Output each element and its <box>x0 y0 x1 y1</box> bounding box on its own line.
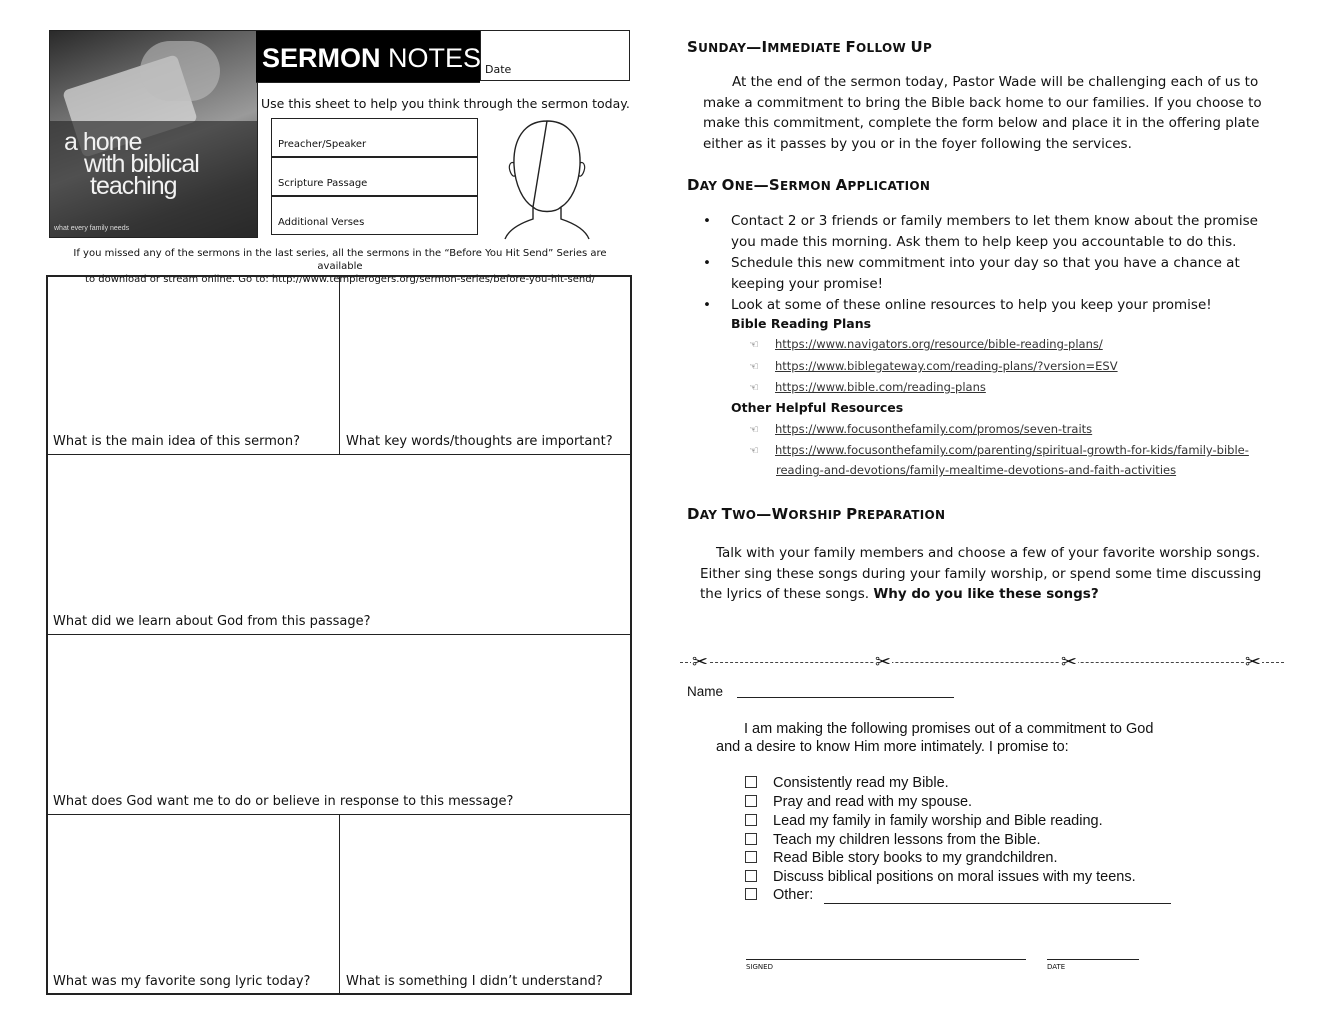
promise-read-bible[interactable]: Consistently read my Bible. <box>745 775 949 791</box>
link-bible-com[interactable]: ☜ https://www.bible.com/reading-plans <box>749 380 986 394</box>
checkbox[interactable] <box>745 870 757 882</box>
missed-note-line-2: to download or stream online. Go to: http://www.templerogers.org/sermon-series/before-you-hit-send/ <box>85 274 595 285</box>
song-lyric-box[interactable] <box>46 814 340 995</box>
verses-label: Additional Verses <box>278 217 365 228</box>
signature-date-label: DATE <box>1047 963 1066 971</box>
promise-intro: I am making the following promises out of a commitment to God and a desire to know Him more intimately. I promise to: <box>716 721 1154 755</box>
scissors-icon: ✂ <box>1245 651 1261 673</box>
missed-note-line-1: If you missed any of the sermons in the last series, all the sermons in the “Before You Hit Send” Series are available <box>73 248 607 272</box>
checkbox[interactable] <box>745 851 757 863</box>
title-bold: SERMON <box>262 43 381 73</box>
photo-title-line-2: with biblical <box>84 150 199 178</box>
signature-date-line[interactable] <box>1047 959 1139 960</box>
key-words-box[interactable] <box>339 275 632 455</box>
day-two-line-1: Talk with your family members and choose a few of your favorite worship songs. <box>716 545 1261 561</box>
promise-teach-children[interactable]: Teach my children lessons from the Bible. <box>745 832 1041 848</box>
checkbox[interactable] <box>745 888 757 900</box>
promise-pray-spouse[interactable]: Pray and read with my spouse. <box>745 794 972 810</box>
photo-title-line-1: a home <box>64 128 142 156</box>
scissors-icon: ✂ <box>1061 651 1077 673</box>
learn-god-question: What did we learn about God from this passage? <box>53 614 371 629</box>
response-question: What does God want me to do or believe in response to this message? <box>53 794 514 809</box>
other-resources-label: Other Helpful Resources <box>731 400 904 415</box>
photo-tagline: what every family needs <box>54 225 130 232</box>
link-family-bible[interactable]: ☜ https://www.focusonthefamily.com/parenting/spiritual-growth-for-kids/family-bible- <box>749 443 1249 457</box>
promise-moral-issues[interactable]: Discuss biblical positions on moral issues with my teens. <box>745 869 1136 885</box>
checkbox[interactable] <box>745 814 757 826</box>
verses-field[interactable] <box>271 196 478 235</box>
main-idea-question: What is the main idea of this sermon? <box>53 434 301 449</box>
signature-line[interactable] <box>746 959 1026 960</box>
sunday-paragraph <box>703 72 1262 154</box>
date-field[interactable] <box>480 30 630 81</box>
instruction-text: Use this sheet to help you think through the sermon today. <box>261 96 630 111</box>
cover-photo <box>49 30 258 238</box>
day-two-paragraph <box>700 543 1261 605</box>
day-two-line-3: the lyrics of these songs. Why do you like these songs? <box>700 586 1099 602</box>
bullet-dot: • <box>703 255 711 271</box>
name-label: Name <box>687 684 724 699</box>
checkbox[interactable] <box>745 795 757 807</box>
scripture-field[interactable] <box>271 157 478 196</box>
preacher-label: Preacher/Speaker <box>278 139 367 150</box>
main-idea-box[interactable] <box>46 275 340 455</box>
photo-title-line-3: teaching <box>90 172 177 200</box>
day-two-heading: DAY TWO—WORSHIP PREPARATION <box>687 505 946 523</box>
key-words-question: What key words/thoughts are important? <box>346 434 613 449</box>
learn-god-box[interactable] <box>46 454 632 635</box>
sermon-notes-title <box>256 30 480 83</box>
pointing-hand-icon: ☜ <box>749 338 759 351</box>
date-label: Date <box>485 63 512 76</box>
didnt-understand-question: What is something I didn’t understand? <box>346 974 603 989</box>
promise-family-worship[interactable]: Lead my family in family worship and Bible reading. <box>745 813 1103 829</box>
sunday-line-1: At the end of the sermon today, Pastor Wade will be challenging each of us to <box>732 74 1259 90</box>
preacher-field[interactable] <box>271 118 478 157</box>
day-two-line-2: Either sing these songs during your family worship, or spend some time discussing <box>700 565 1262 582</box>
pointing-hand-icon: ☜ <box>749 381 759 394</box>
bullet-dot: • <box>703 297 711 313</box>
promise-grandchildren[interactable]: Read Bible story books to my grandchildren. <box>745 850 1058 866</box>
title-rest: NOTES <box>380 43 482 73</box>
promise-other[interactable]: Other: <box>745 887 813 903</box>
link-biblegateway[interactable]: ☜ https://www.biblegateway.com/reading-plans/?version=ESV <box>749 359 1118 373</box>
link-navigators[interactable]: ☜ https://www.navigators.org/resource/bible-reading-plans/ <box>749 337 1103 351</box>
name-input-line[interactable] <box>737 697 954 698</box>
day-one-heading: DAY ONE—SERMON APPLICATION <box>687 176 931 194</box>
signed-label: SIGNED <box>746 963 773 971</box>
didnt-understand-box[interactable] <box>339 814 632 995</box>
reading-plans-label: Bible Reading Plans <box>731 316 872 331</box>
link-family-bible-cont[interactable]: reading-and-devotions/family-mealtime-devotions-and-faith-activities <box>776 463 1177 477</box>
other-input-line[interactable] <box>824 903 1171 904</box>
pointing-hand-icon: ☜ <box>749 423 759 436</box>
bullet-dot: • <box>703 213 711 229</box>
checkbox[interactable] <box>745 833 757 845</box>
sunday-line-3: make this commitment, complete the form below and place it in the offering plate <box>703 115 1260 131</box>
cut-line <box>680 662 1284 663</box>
scissors-icon: ✂ <box>875 651 891 673</box>
scissors-icon: ✂ <box>692 651 708 673</box>
hands-image <box>140 41 220 101</box>
sunday-line-4: either as it passes by you or in the foyer following the services. <box>703 135 1132 152</box>
checkbox[interactable] <box>745 776 757 788</box>
pointing-hand-icon: ☜ <box>749 360 759 373</box>
sunday-heading: SUNDAY—IMMEDIATE FOLLOW UP <box>687 38 933 56</box>
song-lyric-question: What was my favorite song lyric today? <box>53 974 311 989</box>
sunday-line-2: make a commitment to bring the Bible back home to our families. If you choose to <box>703 94 1262 111</box>
response-box[interactable] <box>46 634 632 815</box>
link-seven-traits[interactable]: ☜ https://www.focusonthefamily.com/promos/seven-traits <box>749 422 1093 436</box>
face-outline-icon <box>503 115 591 240</box>
pointing-hand-icon: ☜ <box>749 444 759 457</box>
scripture-label: Scripture Passage <box>278 178 368 189</box>
